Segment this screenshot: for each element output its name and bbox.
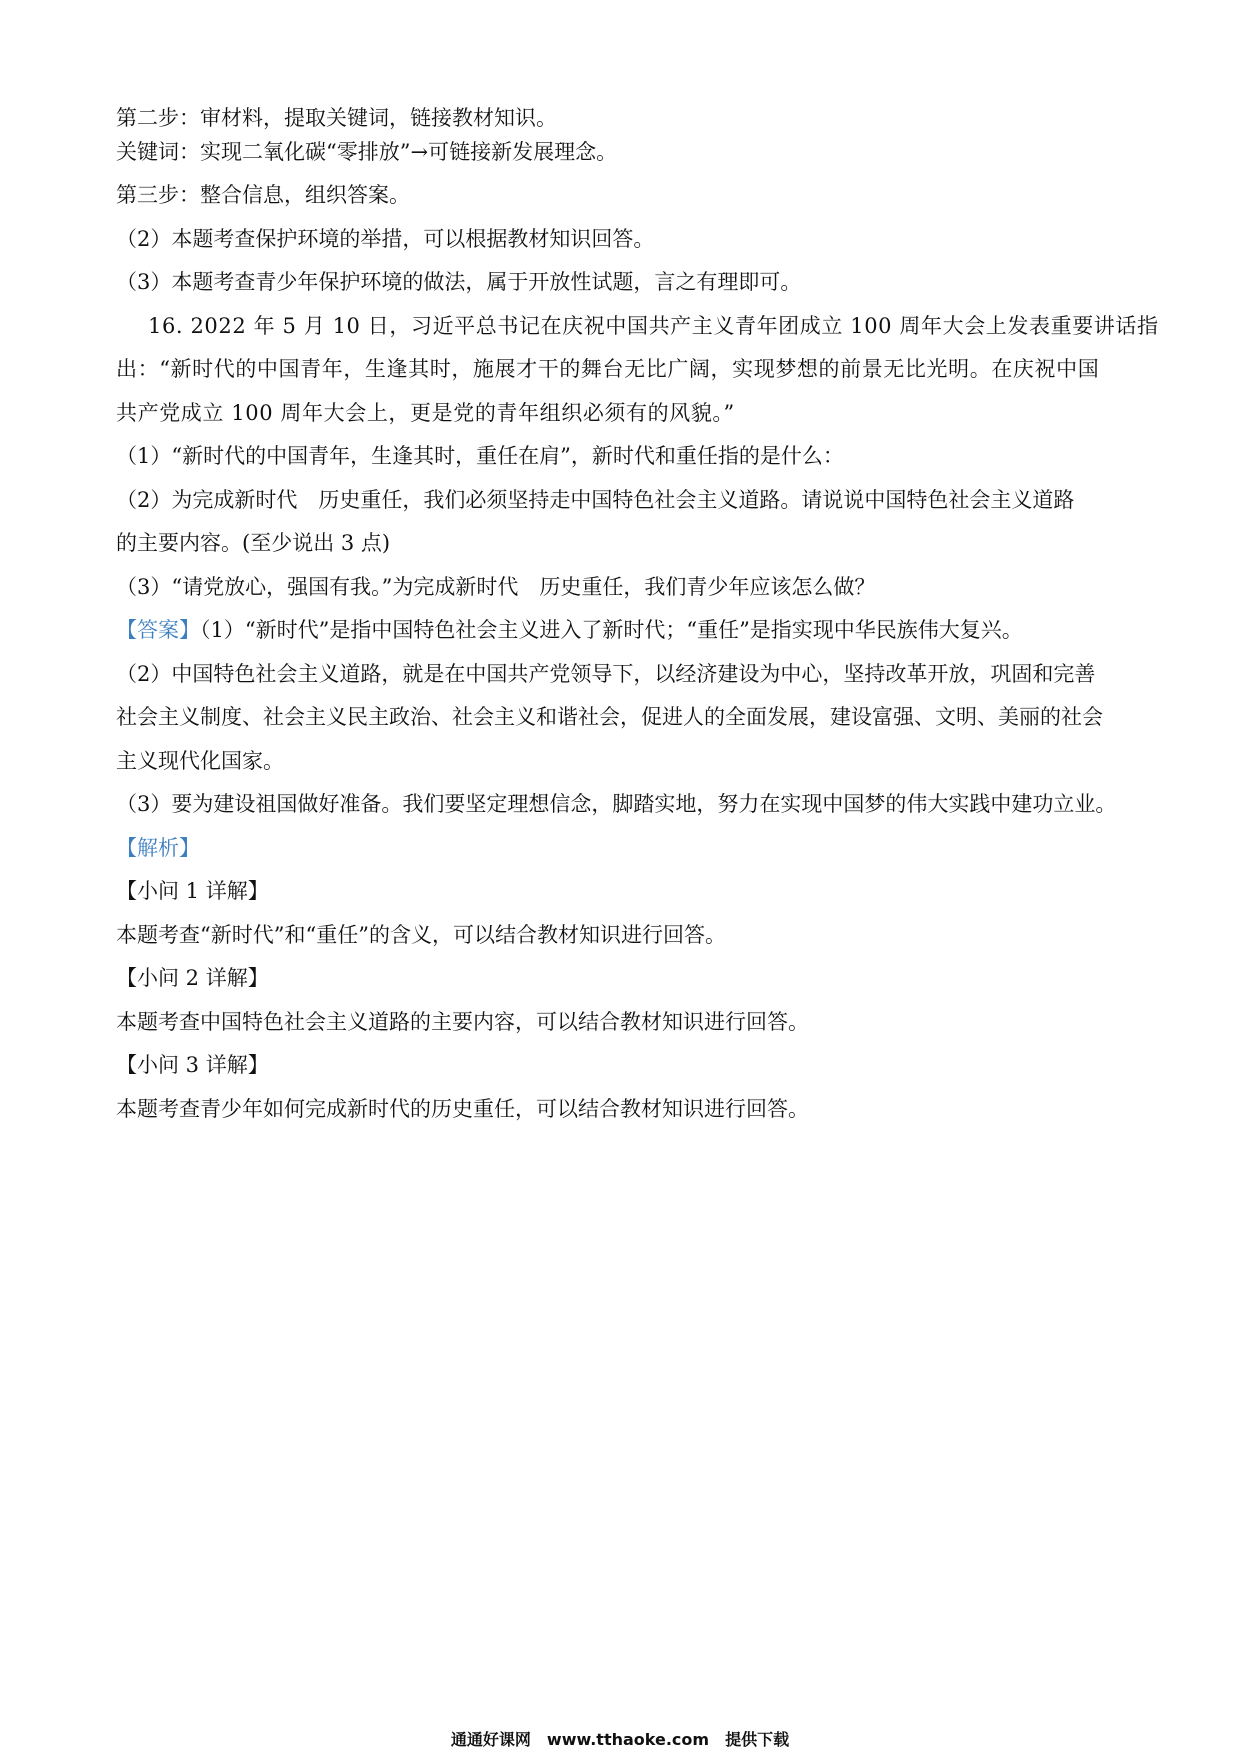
question-16-stem-line2: 出：“新时代的中国青年，生逢其时，施展才干的舞台无比广阔，实现梦想的前景无比光明。在庆祝中国 [116,357,1100,381]
answer-tag: 【答案】 [116,618,200,642]
step-two-line: 第二步：审材料，提取关键词，链接教材知识。 [116,106,557,130]
question-16-part2-line2: 的主要内容。(至少说出 3 点) [116,531,391,555]
answer-part2-line2: 社会主义制度、社会主义民主政治、社会主义和谐社会，促进人的全面发展，建设富强、文明、美丽的社会 [116,705,1103,729]
sub-question-2-title: 【小问 2 详解】 [116,966,269,990]
answer-part1: （1）“新时代”是指中国特色社会主义进入了新时代；“重任”是指实现中华民族伟大复兴。 [200,618,1023,642]
sub-question-3-text: 本题考查青少年如何完成新时代的历史重任，可以结合教材知识进行回答。 [116,1097,809,1121]
question-16-part1: （1）“新时代的中国青年，生逢其时，重任在肩”，新时代和重任指的是什么： [116,444,844,468]
question-16-part2-line1: （2）为完成新时代 历史重任，我们必须坚持走中国特色社会主义道路。请说说中国特色社会主义道路 [116,488,1075,512]
q15-part2-analysis: （2）本题考查保护环境的举措，可以根据教材知识回答。 [116,227,655,251]
sub-question-1-title: 【小问 1 详解】 [116,879,269,903]
keyword-line: 关键词：实现二氧化碳“零排放”→可链接新发展理念。 [116,140,618,164]
page-footer: 通通好课网 www.tthaoke.com 提供下载 [450,1730,790,1749]
answer-part2-line3: 主义现代化国家。 [116,749,284,773]
q15-part3-analysis: （3）本题考查青少年保护环境的做法，属于开放性试题，言之有理即可。 [116,270,802,294]
sub-question-1-text: 本题考查“新时代”和“重任”的含义，可以结合教材知识进行回答。 [116,923,726,947]
sub-question-2-text: 本题考查中国特色社会主义道路的主要内容，可以结合教材知识进行回答。 [116,1010,809,1034]
answer-line1 [116,615,1136,645]
question-16-stem-line3: 共产党成立 100 周年大会上，更是党的青年组织必须有的风貌。” [116,401,735,425]
answer-part3: （3）要为建设祖国做好准备。我们要坚定理想信念，脚踏实地，努力在实现中国梦的伟大实践中建功立业。 [116,792,1117,816]
question-16-stem-line1: 16. 2022 年 5 月 10 日，习近平总书记在庆祝中国共产主义青年团成立 100 周年大会上发表重要讲话指 [148,314,1159,338]
question-16-part3: （3）“请党放心，强国有我。”为完成新时代 历史重任，我们青少年应该怎么做？ [116,575,876,599]
sub-question-3-title: 【小问 3 详解】 [116,1053,269,1077]
analysis-tag: 【解析】 [116,836,200,860]
step-three-line: 第三步：整合信息，组织答案。 [116,183,410,207]
answer-part2-line1: （2）中国特色社会主义道路，就是在中国共产党领导下，以经济建设为中心，坚持改革开放，巩固和完善 [116,662,1096,686]
